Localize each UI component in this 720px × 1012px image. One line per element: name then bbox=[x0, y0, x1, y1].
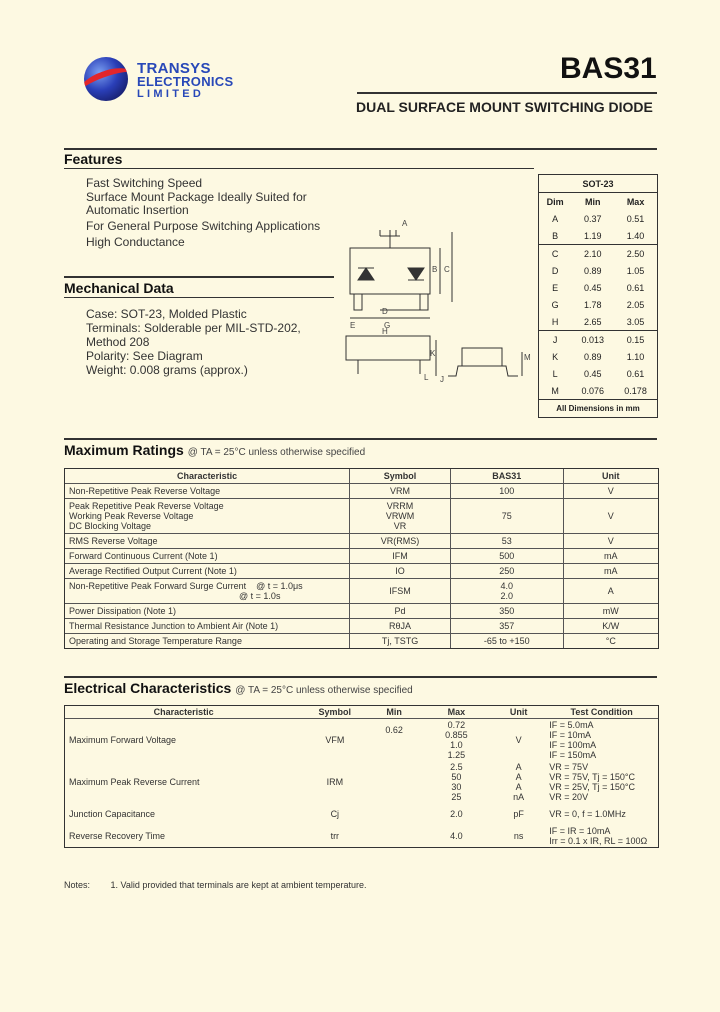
mr-characteristic bbox=[65, 484, 350, 499]
ec-max-line: 1.0 bbox=[450, 740, 463, 750]
mr-characteristic bbox=[65, 619, 350, 634]
ec-cond-line: VR = 25V, Tj = 150°C bbox=[549, 782, 635, 792]
sot23-cell: 0.076 bbox=[581, 385, 604, 396]
ec-max-line: 2.0 bbox=[450, 809, 463, 819]
electrical-heading bbox=[64, 680, 413, 696]
mr-characteristic bbox=[65, 564, 350, 579]
sot23-row bbox=[539, 245, 657, 263]
mr-symbol-line: VRWM bbox=[385, 511, 415, 521]
mr-characteristic bbox=[65, 549, 350, 564]
features-underline bbox=[64, 168, 534, 169]
feature-item: Automatic Insertion bbox=[86, 203, 189, 217]
ec-unit-line: V bbox=[515, 735, 522, 745]
max-ratings-heading bbox=[64, 442, 365, 458]
sot23-cell: K bbox=[552, 351, 559, 362]
mr-row bbox=[65, 634, 658, 649]
mr-value-line: 2.0 bbox=[500, 591, 514, 601]
ec-max-line: 25 bbox=[451, 792, 462, 802]
ec-header: Test Condition bbox=[545, 706, 658, 719]
sot23-cell: 0.89 bbox=[583, 351, 602, 362]
features-rule bbox=[64, 148, 657, 150]
svg-text:B: B bbox=[432, 265, 438, 274]
mr-symbol bbox=[350, 604, 451, 619]
sot23-cell: J bbox=[539, 331, 571, 349]
mr-row bbox=[65, 604, 658, 619]
sot23-cell: 0.15 bbox=[614, 331, 657, 349]
features-list bbox=[86, 176, 320, 249]
mr-row bbox=[65, 619, 658, 634]
sot23-cell: 1.78 bbox=[583, 299, 602, 310]
sot23-cell: 2.10 bbox=[571, 245, 614, 263]
mr-char-line: Operating and Storage Temperature Range bbox=[69, 636, 242, 646]
ec-cond-line: VR = 75V, Tj = 150°C bbox=[549, 772, 635, 782]
electrical-title: Electrical Characteristics bbox=[64, 680, 232, 696]
mr-unit: V bbox=[563, 534, 658, 549]
mr-value bbox=[450, 534, 563, 549]
logo-line1: TRANSYS bbox=[137, 60, 211, 77]
mr-char-line: Forward Continuous Current (Note 1) bbox=[69, 551, 218, 561]
sot23-cell: B bbox=[552, 230, 559, 241]
mr-header: Symbol bbox=[350, 469, 451, 484]
mr-value bbox=[450, 564, 563, 579]
sot23-row bbox=[539, 279, 657, 296]
ec-max bbox=[421, 761, 492, 803]
sot23-cell: 3.05 bbox=[626, 316, 645, 327]
feature-item: Surface Mount Package Ideally Suited for bbox=[86, 190, 307, 204]
mr-unit: mA bbox=[563, 564, 658, 579]
sot23-cell: 1.19 bbox=[583, 230, 602, 241]
mr-char-line: RMS Reverse Voltage bbox=[69, 536, 158, 546]
mr-value-line: 500 bbox=[499, 551, 515, 561]
ec-unit-line: A bbox=[515, 772, 522, 782]
mr-value bbox=[450, 619, 563, 634]
mr-value-line: 250 bbox=[499, 566, 515, 576]
svg-text:A: A bbox=[402, 219, 408, 228]
mr-symbol bbox=[350, 499, 451, 534]
ec-header-row bbox=[65, 706, 658, 719]
mr-value-line: -65 to +150 bbox=[483, 636, 530, 646]
sot23-dimension-table bbox=[538, 174, 658, 418]
sot23-row bbox=[539, 296, 657, 313]
part-number: BAS31 bbox=[560, 52, 657, 85]
mr-row bbox=[65, 499, 658, 534]
mr-value bbox=[450, 499, 563, 534]
svg-text:M: M bbox=[524, 353, 531, 362]
sot23-cell: 2.65 bbox=[583, 316, 602, 327]
ec-max-line: 4.0 bbox=[450, 831, 463, 841]
mr-unit: A bbox=[563, 579, 658, 604]
ec-unit-line: ns bbox=[513, 831, 524, 841]
ec-cond-line: VR = 20V bbox=[549, 792, 589, 802]
ec-unit bbox=[492, 803, 545, 825]
sot23-cell: 1.05 bbox=[626, 265, 645, 276]
ec-unit bbox=[492, 719, 545, 762]
ec-unit bbox=[492, 761, 545, 803]
mr-row bbox=[65, 564, 658, 579]
sot23-footer: All Dimensions in mm bbox=[539, 400, 657, 418]
mr-row bbox=[65, 534, 658, 549]
ec-max-line: 2.5 bbox=[450, 762, 463, 772]
ec-cond-line: VR = 75V bbox=[549, 762, 589, 772]
ec-cond-line: IF = 100mA bbox=[549, 740, 597, 750]
mr-char-line: Working Peak Reverse Voltage bbox=[69, 511, 194, 521]
ec-max-line: 50 bbox=[451, 772, 462, 782]
mr-characteristic bbox=[65, 579, 350, 604]
ec-condition bbox=[545, 825, 658, 847]
mechanical-item: Polarity: See Diagram bbox=[86, 349, 203, 363]
max-ratings-title: Maximum Ratings bbox=[64, 442, 184, 458]
ec-header: Max bbox=[421, 706, 492, 719]
mr-symbol bbox=[350, 619, 451, 634]
mr-char-line: DC Blocking Voltage bbox=[69, 521, 152, 531]
ec-condition bbox=[545, 803, 658, 825]
mr-symbol-line: IFSM bbox=[389, 586, 411, 596]
package-diagram bbox=[340, 210, 535, 390]
ec-condition bbox=[545, 719, 658, 762]
mechanical-item: Case: SOT-23, Molded Plastic bbox=[86, 307, 247, 321]
sot23-cell: 1.40 bbox=[626, 230, 645, 241]
ec-row bbox=[65, 803, 658, 825]
ec-header: Symbol bbox=[302, 706, 367, 719]
sot23-cell: C bbox=[539, 245, 571, 263]
mr-characteristic bbox=[65, 499, 350, 534]
ec-unit-line: pF bbox=[513, 809, 524, 819]
ec-symbol: IRM bbox=[326, 777, 344, 787]
svg-text:C: C bbox=[444, 265, 450, 274]
mr-symbol-line: Tj, TSTG bbox=[381, 636, 419, 646]
ec-condition bbox=[545, 761, 658, 803]
mechanical-item: Method 208 bbox=[86, 335, 150, 349]
ec-symbol: trr bbox=[330, 831, 340, 841]
mr-row bbox=[65, 579, 658, 604]
sot23-cell: 0.61 bbox=[626, 368, 645, 379]
ec-min bbox=[367, 803, 420, 825]
sot23-row bbox=[539, 210, 657, 227]
logo-line3: LIMITED bbox=[137, 88, 205, 100]
ec-unit bbox=[492, 825, 545, 847]
notes-label: Notes: bbox=[64, 880, 91, 890]
logo-line2: ELECTRONICS bbox=[137, 74, 234, 89]
mr-symbol bbox=[350, 549, 451, 564]
mech-underline bbox=[64, 297, 334, 298]
mr-header: Unit bbox=[563, 469, 658, 484]
mr-value bbox=[450, 579, 563, 604]
ec-min bbox=[367, 761, 420, 803]
mr-value bbox=[450, 484, 563, 499]
ec-unit-line: A bbox=[515, 782, 522, 792]
mr-value-line: 100 bbox=[499, 486, 515, 496]
ec-rule bbox=[64, 676, 657, 678]
mr-unit: mW bbox=[563, 604, 658, 619]
mr-header: Characteristic bbox=[177, 471, 238, 481]
mr-symbol-line: VRRM bbox=[386, 501, 414, 511]
ec-symbol: Cj bbox=[330, 809, 340, 819]
sot23-row bbox=[539, 382, 657, 400]
mr-symbol-line: VR bbox=[393, 521, 407, 531]
ec-max-line: 0.855 bbox=[445, 730, 468, 740]
svg-text:H: H bbox=[382, 327, 388, 336]
sot23-cell: M bbox=[551, 385, 559, 396]
sot23-cell: H bbox=[551, 316, 559, 327]
sot23-cell: 0.61 bbox=[626, 282, 645, 293]
sot23-cell: 0.45 bbox=[583, 282, 602, 293]
mr-header-row bbox=[65, 469, 658, 484]
sot23-header: Dim bbox=[539, 193, 571, 211]
ec-symbol: VFM bbox=[325, 735, 345, 745]
mr-char-line: Thermal Resistance Junction to Ambient Air (Note 1) bbox=[69, 621, 279, 631]
ec-cond-line: IF = 5.0mA bbox=[549, 720, 594, 730]
mr-symbol bbox=[350, 579, 451, 604]
mr-row bbox=[65, 549, 658, 564]
mr-unit: V bbox=[563, 484, 658, 499]
ec-characteristic: Junction Capacitance bbox=[69, 809, 156, 819]
mr-char-line: Power Dissipation (Note 1) bbox=[69, 606, 177, 616]
mechanical-list bbox=[86, 307, 301, 377]
electrical-note: @ TA = 25°C unless otherwise specified bbox=[235, 685, 413, 696]
svg-text:D: D bbox=[382, 307, 388, 316]
mr-unit: °C bbox=[563, 634, 658, 649]
feature-item: High Conductance bbox=[86, 235, 185, 249]
ec-max-line: 0.72 bbox=[447, 720, 466, 730]
ec-row bbox=[65, 719, 658, 762]
features-heading: Features bbox=[64, 151, 123, 167]
mr-char-line: Non-Repetitive Peak Reverse Voltage bbox=[69, 486, 221, 496]
mr-char-line: Average Rectified Output Current (Note 1) bbox=[69, 566, 237, 576]
ec-min bbox=[367, 825, 420, 847]
mr-symbol bbox=[350, 634, 451, 649]
mr-symbol-line: RθJA bbox=[389, 621, 412, 631]
sot23-cell: A bbox=[552, 213, 559, 224]
ec-max bbox=[421, 719, 492, 762]
title-rule bbox=[357, 92, 657, 94]
sot23-row bbox=[539, 365, 657, 382]
svg-text:K: K bbox=[430, 349, 436, 358]
mr-char-line: Peak Repetitive Peak Reverse Voltage bbox=[69, 501, 224, 511]
sot23-cell: 2.05 bbox=[626, 299, 645, 310]
feature-item: Fast Switching Speed bbox=[86, 176, 203, 190]
electrical-table bbox=[64, 705, 659, 848]
sot23-cell: 0.89 bbox=[583, 265, 602, 276]
ec-unit-line: nA bbox=[513, 792, 525, 802]
ec-row bbox=[65, 825, 658, 847]
notes bbox=[64, 880, 367, 890]
mr-symbol bbox=[350, 484, 451, 499]
mr-value-line: 53 bbox=[501, 536, 512, 546]
mr-symbol-line: Pd bbox=[394, 606, 406, 616]
sot23-cell: 0.013 bbox=[571, 331, 614, 349]
mr-value bbox=[450, 634, 563, 649]
mr-symbol-line: IO bbox=[395, 566, 405, 576]
mr-unit: V bbox=[563, 499, 658, 534]
ec-cond-line: IF = 150mA bbox=[549, 750, 597, 760]
mechanical-item: Terminals: Solderable per MIL-STD-202, bbox=[86, 321, 301, 335]
sot23-row bbox=[539, 348, 657, 365]
ec-cond-line: IF = 10mA bbox=[549, 730, 592, 740]
svg-text:G: G bbox=[384, 321, 391, 330]
mr-header: BAS31 bbox=[450, 469, 563, 484]
mr-char-line: Non-Repetitive Peak Forward Surge Current @ t = 1.0μs bbox=[69, 581, 303, 591]
mr-char-line: @ t = 1.0s bbox=[69, 591, 281, 601]
sot23-row bbox=[539, 227, 657, 245]
ec-max bbox=[421, 803, 492, 825]
sot23-cell: L bbox=[552, 368, 558, 379]
max-ratings-table bbox=[64, 468, 659, 649]
ec-max bbox=[421, 825, 492, 847]
sot23-header: Min bbox=[571, 193, 614, 211]
mechanical-item: Weight: 0.008 grams (approx.) bbox=[86, 363, 248, 377]
ec-cond-line: IF = IR = 10mA bbox=[549, 826, 611, 836]
mr-row bbox=[65, 484, 658, 499]
sot23-cell: 0.45 bbox=[583, 368, 602, 379]
svg-text:E: E bbox=[350, 321, 356, 330]
sot23-row bbox=[539, 313, 657, 331]
company-logo bbox=[84, 57, 128, 101]
ec-min: 0.62 bbox=[385, 725, 403, 735]
ec-row bbox=[65, 761, 658, 803]
ec-characteristic: Maximum Peak Reverse Current bbox=[69, 777, 200, 787]
mr-symbol bbox=[350, 564, 451, 579]
sot23-cell: 2.50 bbox=[614, 245, 657, 263]
mr-value-line: 350 bbox=[499, 606, 515, 616]
svg-text:J: J bbox=[440, 375, 444, 384]
sot23-row bbox=[539, 331, 657, 349]
ec-max-line: 30 bbox=[451, 782, 462, 792]
ec-characteristic: Maximum Forward Voltage bbox=[69, 735, 177, 745]
page-title: DUAL SURFACE MOUNT SWITCHING DIODE bbox=[356, 99, 653, 115]
mr-value bbox=[450, 604, 563, 619]
sot23-title: SOT-23 bbox=[582, 178, 614, 189]
mr-unit: mA bbox=[563, 549, 658, 564]
sot23-cell: E bbox=[552, 282, 559, 293]
mr-symbol-line: IFM bbox=[392, 551, 408, 561]
mech-rule bbox=[64, 276, 334, 278]
sot23-cell: 0.51 bbox=[626, 213, 645, 224]
feature-item: For General Purpose Switching Applications bbox=[86, 219, 321, 233]
ec-characteristic: Reverse Recovery Time bbox=[69, 831, 166, 841]
mr-unit: K/W bbox=[563, 619, 658, 634]
mechanical-heading: Mechanical Data bbox=[64, 280, 174, 296]
mr-rule bbox=[64, 438, 657, 440]
ec-header: Characteristic bbox=[65, 706, 302, 719]
svg-text:L: L bbox=[424, 373, 429, 382]
mr-value bbox=[450, 549, 563, 564]
mr-symbol bbox=[350, 534, 451, 549]
sot23-cell: 0.178 bbox=[624, 385, 647, 396]
ec-cond-line: VR = 0, f = 1.0MHz bbox=[549, 809, 626, 819]
company-name bbox=[137, 62, 233, 101]
sot23-cell: 0.37 bbox=[583, 213, 602, 224]
ec-max-line: 1.25 bbox=[447, 750, 466, 760]
ec-cond-line: Irr = 0.1 x IR, RL = 100Ω bbox=[549, 836, 648, 846]
mr-characteristic bbox=[65, 534, 350, 549]
sot23-cell: G bbox=[551, 299, 559, 310]
mr-characteristic bbox=[65, 604, 350, 619]
mr-symbol-line: VRM bbox=[390, 486, 411, 496]
mr-value-line: 4.0 bbox=[500, 581, 514, 591]
sot23-cell: D bbox=[551, 265, 559, 276]
sot23-header: Max bbox=[614, 193, 657, 211]
sot23-row bbox=[539, 262, 657, 279]
max-ratings-note: @ TA = 25°C unless otherwise specified bbox=[187, 447, 366, 458]
notes-text: 1. Valid provided that terminals are kept at ambient temperature. bbox=[110, 880, 367, 890]
ec-header: Min bbox=[367, 706, 420, 719]
mr-symbol-line: VR(RMS) bbox=[380, 536, 420, 546]
sot23-cell: 1.10 bbox=[626, 351, 645, 362]
mr-value-line: 357 bbox=[499, 621, 515, 631]
mr-characteristic bbox=[65, 634, 350, 649]
ec-header: Unit bbox=[492, 706, 545, 719]
mr-value-line: 75 bbox=[501, 511, 512, 521]
ec-unit-line: A bbox=[515, 762, 522, 772]
